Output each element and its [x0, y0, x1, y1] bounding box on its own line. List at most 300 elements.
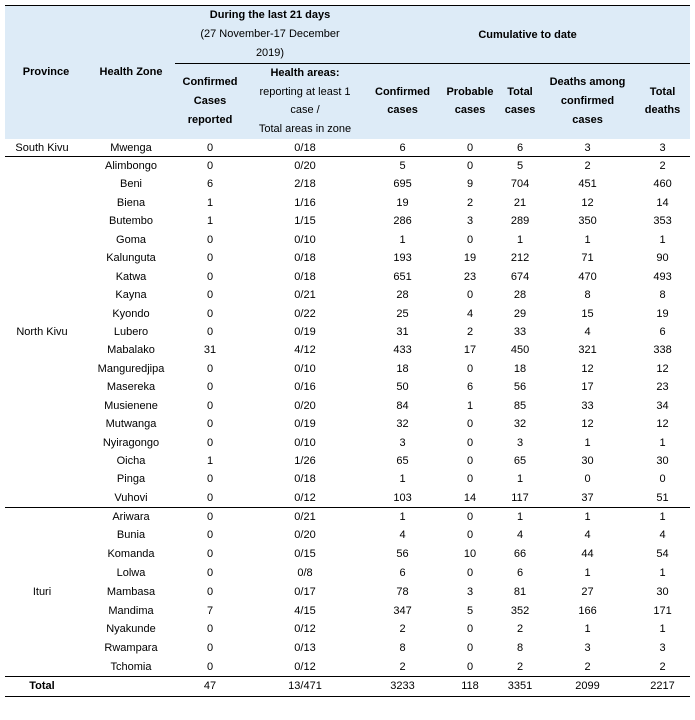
cell-total-cases: 4 — [516, 529, 524, 542]
table-row — [5, 378, 690, 396]
table-row — [5, 545, 690, 564]
cell-deaths-confirmed: 1 — [584, 233, 591, 246]
header-row-groups — [5, 6, 690, 64]
cell-confirmed-21d: 0 — [206, 473, 214, 486]
cell-total-deaths: 171 — [653, 604, 672, 617]
header-text: confirmed — [560, 95, 615, 108]
table-row — [5, 658, 690, 677]
cell-probable: 0 — [466, 289, 474, 302]
cell-deaths-confirmed: 37 — [581, 491, 594, 504]
header-deaths-among-confirmed — [540, 64, 635, 139]
table-row — [5, 139, 690, 157]
cell-zone: Masereka — [106, 381, 156, 394]
cell-total-deaths: 54 — [656, 548, 669, 561]
table-row — [5, 507, 690, 526]
cell-probable: 0 — [466, 642, 474, 655]
cell-zone: Rwampara — [104, 642, 158, 655]
cell-total-deaths: 493 — [653, 270, 672, 283]
cell-confirmed: 347 — [393, 604, 412, 617]
cell-total-cases: 5 — [516, 160, 524, 173]
cell-deaths-confirmed: 27 — [581, 585, 594, 598]
table-row — [5, 601, 690, 620]
cell-confirmed: 28 — [396, 289, 409, 302]
cell-confirmed: 56 — [396, 548, 409, 561]
cell-deaths-confirmed: 350 — [578, 215, 597, 228]
cell-probable: 0 — [466, 660, 474, 673]
table-row — [5, 639, 690, 658]
cell-probable: 0 — [466, 436, 474, 449]
cell-health-areas-21d: 0/18 — [294, 252, 316, 265]
province-cell: Ituri — [32, 585, 52, 598]
cell-health-areas-21d: 0/22 — [294, 307, 316, 320]
cell-zone: Kalunguta — [106, 252, 156, 265]
cases-by-health-zone-table — [5, 5, 690, 697]
cell-health-areas-21d: 0/20 — [294, 529, 316, 542]
cell-confirmed: 2 — [399, 660, 406, 673]
cell-zone: Goma — [116, 233, 146, 246]
last-21-days-period-year: 2019) — [255, 46, 285, 59]
cell-total-cases: 2 — [516, 623, 524, 636]
province-cell: South Kivu — [15, 141, 69, 154]
cell-confirmed: 19 — [396, 196, 409, 209]
cell-health-areas-21d: 4/15 — [294, 604, 316, 617]
cell-confirmed: 1 — [399, 473, 406, 486]
cell-probable: 0 — [466, 529, 474, 542]
cell-deaths-confirmed: 1 — [584, 510, 591, 523]
header-probable-cases — [440, 64, 500, 139]
total-zone-empty — [87, 676, 175, 696]
cell-confirmed-21d: 0 — [206, 660, 214, 673]
header-health-areas — [245, 64, 365, 139]
cell-total-cases: 450 — [510, 344, 530, 357]
cell-confirmed-21d: 0 — [206, 325, 214, 338]
header-total-deaths — [635, 64, 690, 139]
table-row — [5, 249, 690, 267]
cell-probable: 19 — [463, 252, 477, 265]
cell-total-deaths: 338 — [653, 344, 672, 357]
header-last-21-days — [175, 6, 365, 64]
cell-total-cases: 8 — [516, 642, 524, 655]
table-row — [5, 175, 690, 193]
cell-deaths-confirmed: 1 — [584, 623, 591, 636]
cell-total-cases: 212 — [510, 252, 530, 265]
cell-total-cases: 56 — [513, 381, 527, 394]
cell-total-cases: 674 — [510, 270, 530, 283]
cell-total-deaths: 8 — [659, 289, 666, 302]
cell-total-deaths: 1 — [659, 623, 666, 636]
cell-confirmed-21d: 0 — [206, 418, 214, 431]
cell-total-deaths: 1 — [659, 436, 666, 449]
total-confirmed-21d: 47 — [203, 680, 217, 693]
cell-deaths-confirmed: 166 — [578, 604, 597, 617]
header-text: Deaths among — [549, 76, 626, 89]
cell-deaths-confirmed: 1 — [584, 436, 591, 449]
cell-confirmed-21d: 0 — [206, 642, 214, 655]
cell-confirmed: 433 — [393, 344, 412, 357]
cell-health-areas-21d: 0/21 — [294, 510, 316, 523]
total-label: Total — [29, 680, 55, 693]
cell-health-areas-21d: 0/20 — [294, 399, 316, 412]
cell-total-deaths: 2 — [659, 660, 666, 673]
table-row — [5, 194, 690, 212]
cell-health-areas-21d: 0/10 — [294, 362, 316, 375]
cell-total-cases: 6 — [516, 141, 524, 154]
header-text: cases — [572, 113, 603, 126]
cell-total-deaths: 30 — [656, 455, 669, 468]
cell-probable: 0 — [466, 233, 474, 246]
cell-confirmed-21d: 6 — [206, 178, 214, 191]
cell-zone: Nyakunde — [106, 623, 156, 636]
cell-total-cases: 704 — [510, 178, 530, 191]
cell-confirmed-21d: 0 — [206, 233, 214, 246]
cell-health-areas-21d: 4/12 — [294, 344, 316, 357]
cell-deaths-confirmed: 3 — [584, 642, 591, 655]
cell-total-cases: 29 — [513, 307, 527, 320]
header-text: cases — [454, 104, 486, 117]
total-total-deaths: 2217 — [650, 680, 675, 693]
cell-health-areas-21d: 0/13 — [294, 642, 316, 655]
cell-health-areas-21d: 0/15 — [294, 548, 316, 561]
cell-confirmed: 3 — [399, 436, 406, 449]
cell-zone: Pinga — [116, 473, 146, 486]
cell-total-deaths: 12 — [656, 362, 669, 375]
cell-deaths-confirmed: 1 — [584, 566, 591, 579]
header-text: Cases — [193, 95, 227, 108]
cell-probable: 1 — [466, 399, 474, 412]
cell-confirmed-21d: 0 — [206, 270, 214, 283]
cell-health-areas-21d: 0/19 — [294, 418, 316, 431]
total-row — [5, 676, 690, 696]
cell-confirmed-21d: 1 — [206, 196, 214, 209]
total-deaths-confirmed: 2099 — [575, 680, 600, 693]
cell-zone: Mabalako — [107, 344, 155, 357]
table-row — [5, 341, 690, 359]
cell-confirmed-21d: 0 — [206, 529, 214, 542]
cell-deaths-confirmed: 2 — [584, 660, 591, 673]
table-row — [5, 212, 690, 230]
cell-total-deaths: 4 — [659, 529, 666, 542]
header-text: Total — [649, 85, 676, 98]
cell-confirmed: 8 — [399, 642, 406, 655]
cell-total-deaths: 14 — [656, 196, 669, 209]
header-text: reported — [187, 113, 233, 126]
cell-deaths-confirmed: 33 — [581, 399, 594, 412]
cell-probable: 0 — [466, 418, 474, 431]
cell-confirmed-21d: 0 — [206, 252, 214, 265]
cell-confirmed: 32 — [396, 418, 409, 431]
header-text: case / — [290, 104, 320, 117]
cell-total-cases: 18 — [513, 362, 527, 375]
cell-zone: Komanda — [107, 548, 155, 561]
cell-health-areas-21d: 0/18 — [294, 141, 316, 154]
header-text: cases — [504, 104, 536, 117]
table-row — [5, 526, 690, 545]
cell-total-cases: 21 — [513, 196, 527, 209]
cell-total-cases: 117 — [511, 491, 529, 504]
cell-zone: Kyondo — [112, 307, 150, 320]
cell-health-areas-21d: 1/15 — [294, 215, 316, 228]
cell-confirmed: 651 — [393, 270, 412, 283]
header-health-zone: Health Zone — [99, 66, 163, 79]
cell-confirmed-21d: 0 — [206, 436, 214, 449]
cell-total-deaths: 19 — [656, 307, 669, 320]
cell-total-cases: 32 — [513, 418, 527, 431]
table-row — [5, 231, 690, 249]
header-text: Total — [507, 85, 533, 98]
cell-deaths-confirmed: 321 — [578, 344, 597, 357]
cell-zone: Katwa — [115, 270, 147, 283]
header-text: Total areas in zone — [258, 123, 352, 136]
cell-health-areas-21d: 0/18 — [294, 473, 316, 486]
cell-probable: 5 — [466, 604, 474, 617]
cell-probable: 17 — [463, 344, 477, 357]
cell-health-areas-21d: 0/18 — [294, 270, 316, 283]
table-row — [5, 415, 690, 433]
cell-health-areas-21d: 0/21 — [294, 289, 316, 302]
cell-total-cases: 1 — [516, 233, 524, 246]
cell-total-cases: 28 — [513, 289, 527, 302]
cell-zone: Musienene — [104, 399, 158, 412]
cell-confirmed-21d: 31 — [203, 344, 217, 357]
total-health-areas-21d: 13/471 — [288, 680, 322, 693]
cell-health-areas-21d: 0/19 — [294, 325, 316, 338]
cell-deaths-confirmed: 451 — [578, 178, 597, 191]
cell-total-cases: 66 — [513, 548, 527, 561]
header-confirmed-cases — [365, 64, 440, 139]
cell-confirmed: 6 — [399, 566, 406, 579]
cell-probable: 9 — [466, 178, 474, 191]
cell-confirmed-21d: 7 — [206, 604, 214, 617]
cell-total-cases: 85 — [513, 399, 527, 412]
cell-zone: Bunia — [116, 529, 146, 542]
cell-confirmed: 4 — [399, 529, 406, 542]
cell-total-cases: 3 — [516, 436, 524, 449]
cell-zone: Biena — [116, 196, 146, 209]
cell-deaths-confirmed: 3 — [584, 141, 591, 154]
province-group — [5, 139, 690, 157]
cell-probable: 0 — [466, 455, 474, 468]
province-group — [5, 507, 690, 676]
last-21-days-period: (27 November-17 December — [200, 28, 340, 41]
cell-zone: Mambasa — [106, 585, 156, 598]
table-row — [5, 452, 690, 470]
cell-deaths-confirmed: 30 — [581, 455, 594, 468]
cell-probable: 0 — [466, 510, 474, 523]
cell-confirmed: 84 — [396, 399, 409, 412]
cell-probable: 0 — [466, 566, 474, 579]
header-text: Health areas: — [270, 67, 340, 79]
cell-confirmed-21d: 0 — [206, 491, 214, 504]
table-row — [5, 582, 690, 601]
total-confirmed: 3233 — [390, 680, 415, 693]
cell-total-deaths: 23 — [656, 381, 669, 394]
table-row — [5, 304, 690, 322]
cell-deaths-confirmed: 12 — [581, 196, 594, 209]
table-row — [5, 564, 690, 583]
cell-deaths-confirmed: 17 — [581, 381, 594, 394]
cell-confirmed-21d: 1 — [206, 455, 214, 468]
cell-total-deaths: 0 — [659, 473, 666, 486]
cell-confirmed-21d: 0 — [206, 585, 214, 598]
cell-health-areas-21d: 0/20 — [294, 160, 316, 173]
cell-health-areas-21d: 0/12 — [294, 660, 316, 673]
cell-deaths-confirmed: 470 — [578, 270, 597, 283]
total-total-cases: 3351 — [507, 680, 533, 693]
cell-zone: Tchomia — [110, 660, 152, 673]
cell-probable: 0 — [466, 141, 474, 154]
cell-total-deaths: 12 — [656, 418, 669, 431]
cell-health-areas-21d: 0/17 — [294, 585, 316, 598]
cell-total-cases: 1 — [516, 510, 524, 523]
cell-total-cases: 6 — [516, 566, 524, 579]
cell-total-cases: 1 — [516, 473, 524, 486]
cell-confirmed: 103 — [393, 491, 412, 504]
table-row — [5, 360, 690, 378]
header-confirmed-cases-reported — [175, 64, 245, 139]
cell-total-deaths: 1 — [659, 510, 666, 523]
cell-health-areas-21d: 0/10 — [294, 233, 316, 246]
cell-health-areas-21d: 2/18 — [294, 178, 316, 191]
table-row — [5, 157, 690, 175]
cell-deaths-confirmed: 15 — [581, 307, 594, 320]
header-text: deaths — [644, 104, 681, 117]
cell-zone: Butembo — [108, 215, 154, 228]
cell-health-areas-21d: 0/12 — [294, 491, 316, 504]
cell-zone: Mutwanga — [105, 418, 157, 431]
cell-health-areas-21d: 0/10 — [294, 436, 316, 449]
cell-zone: Mwenga — [110, 141, 152, 154]
cell-zone: Lolwa — [116, 566, 146, 579]
table-row — [5, 489, 690, 507]
cell-zone: Ariwara — [112, 510, 150, 523]
cell-confirmed-21d: 0 — [206, 510, 214, 523]
cell-confirmed-21d: 0 — [206, 160, 214, 173]
cell-confirmed-21d: 0 — [206, 399, 214, 412]
cell-total-deaths: 353 — [653, 215, 672, 228]
cell-probable: 0 — [466, 473, 474, 486]
cell-zone: Vuhovi — [114, 491, 148, 504]
cell-confirmed-21d: 0 — [206, 548, 214, 561]
header-text: reporting at least 1 — [259, 85, 351, 98]
cell-zone: Oicha — [116, 455, 146, 468]
cell-confirmed-21d: 0 — [206, 141, 214, 154]
cell-total-deaths: 460 — [653, 178, 672, 191]
header-total-cases — [500, 64, 540, 139]
cell-zone: Alimbongo — [105, 160, 157, 173]
table-row — [5, 323, 690, 341]
cell-deaths-confirmed: 44 — [581, 548, 594, 561]
cell-total-deaths: 2 — [659, 160, 666, 173]
cell-probable: 2 — [466, 325, 474, 338]
cell-probable: 23 — [463, 270, 477, 283]
cell-deaths-confirmed: 8 — [584, 289, 591, 302]
table-row — [5, 470, 690, 488]
header-cumulative-to-date: Cumulative to date — [365, 6, 690, 64]
header-province: Province — [22, 66, 70, 79]
cell-zone: Lubero — [113, 325, 149, 338]
cell-confirmed: 193 — [393, 252, 412, 265]
table-row — [5, 267, 690, 285]
cell-health-areas-21d: 0/16 — [294, 381, 316, 394]
cell-probable: 14 — [463, 491, 477, 504]
cell-total-deaths: 90 — [656, 252, 669, 265]
cell-total-deaths: 3 — [659, 141, 666, 154]
table-row — [5, 620, 690, 639]
cell-probable: 0 — [466, 160, 474, 173]
cell-confirmed-21d: 0 — [206, 566, 214, 579]
cell-total-cases: 81 — [513, 585, 527, 598]
cell-deaths-confirmed: 2 — [584, 160, 591, 173]
cell-probable: 2 — [466, 196, 474, 209]
cell-probable: 3 — [466, 215, 474, 228]
cell-confirmed: 2 — [399, 623, 406, 636]
cell-confirmed: 6 — [399, 141, 406, 154]
total-section — [5, 676, 690, 696]
cell-probable: 3 — [466, 585, 474, 598]
cell-zone: Kayna — [115, 289, 147, 302]
cell-total-cases: 352 — [510, 604, 530, 617]
province-group — [5, 157, 690, 507]
header-text: Confirmed — [375, 85, 431, 98]
cell-total-deaths: 1 — [659, 566, 666, 579]
cell-total-deaths: 30 — [656, 585, 669, 598]
cell-confirmed-21d: 0 — [206, 289, 214, 302]
cell-confirmed-21d: 0 — [206, 307, 214, 320]
header-text: cases — [387, 104, 418, 117]
cell-zone: Mandima — [108, 604, 154, 617]
table-row — [5, 397, 690, 415]
cell-total-cases: 33 — [513, 325, 527, 338]
cell-total-cases: 65 — [513, 455, 527, 468]
cell-confirmed: 50 — [396, 381, 409, 394]
cell-confirmed-21d: 0 — [206, 623, 214, 636]
cell-confirmed: 1 — [399, 510, 406, 523]
cell-confirmed: 1 — [399, 233, 406, 246]
cell-probable: 0 — [466, 623, 474, 636]
cell-health-areas-21d: 0/12 — [294, 623, 316, 636]
cell-deaths-confirmed: 0 — [584, 473, 591, 486]
cell-confirmed-21d: 1 — [206, 215, 214, 228]
cell-deaths-confirmed: 4 — [584, 529, 591, 542]
cell-confirmed: 18 — [396, 362, 409, 375]
cell-health-areas-21d: 1/26 — [294, 455, 316, 468]
cell-zone: Manguredjipa — [97, 362, 165, 375]
province-cell: North Kivu — [16, 325, 68, 338]
header-text: Confirmed — [182, 76, 238, 89]
cell-confirmed-21d: 0 — [206, 362, 214, 375]
cell-deaths-confirmed: 71 — [581, 252, 594, 265]
table-row — [5, 286, 690, 304]
cell-total-deaths: 1 — [659, 233, 666, 246]
cell-health-areas-21d: 1/16 — [294, 196, 316, 209]
last-21-days-title: During the last 21 days — [209, 9, 331, 22]
cell-probable: 4 — [466, 307, 474, 320]
cell-confirmed: 25 — [396, 307, 409, 320]
cell-zone: Nyiragongo — [102, 436, 160, 449]
cell-confirmed: 65 — [396, 455, 409, 468]
cell-total-deaths: 51 — [656, 491, 669, 504]
cell-probable: 10 — [463, 548, 477, 561]
cell-total-cases: 289 — [510, 215, 530, 228]
cell-confirmed: 31 — [396, 325, 409, 338]
cell-confirmed-21d: 0 — [206, 381, 214, 394]
total-probable: 118 — [461, 680, 479, 693]
cell-health-areas-21d: 0/8 — [297, 566, 313, 579]
table-header — [5, 6, 690, 139]
header-text: Probable — [446, 85, 494, 98]
cell-probable: 6 — [466, 381, 474, 394]
cell-confirmed: 695 — [393, 178, 412, 191]
